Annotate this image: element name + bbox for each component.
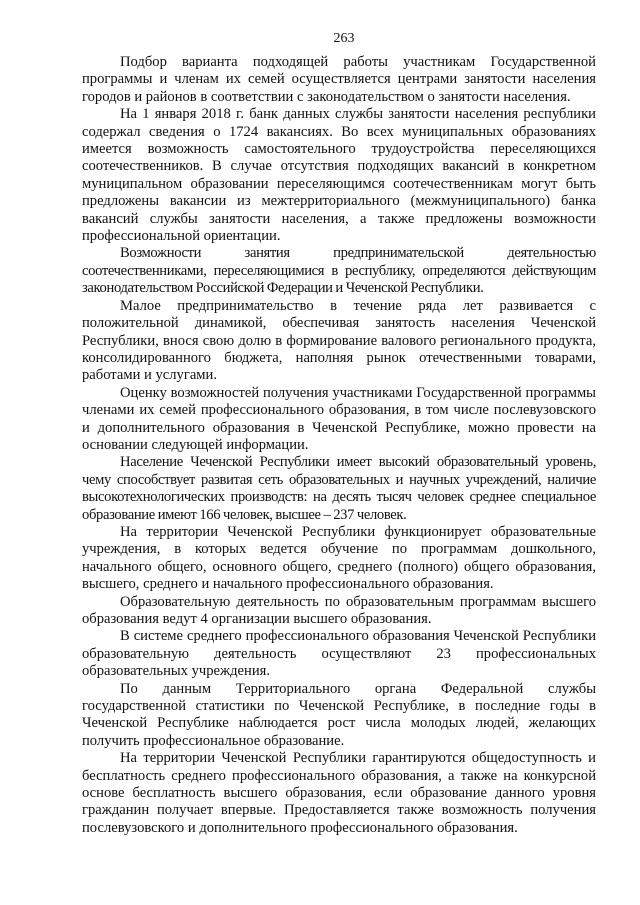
paragraph-free-education: На территории Чеченской Республики гарантируются общедоступность и бесплатность среднего профессионального образования, а также на конкурсной основе бесплатность высшего образования, если образование данного уровня гражданин получает впервые. Предоставляется также возможность получения послевузовского и дополнительного профессионального образования.	[82, 750, 596, 836]
paragraph-vacancy-bank: На 1 января 2018 г. банк данных службы занятости населения республики содержал сведения о 1724 вакансиях. Во всех муниципальных образованиях имеется возможность самостоятельного трудоустройства переселяющихся соотечественников. В случае отсутствия подходящих вакансий в конкретном муниципальном образовании переселяющимся соотечественникам могут быть предложены вакансии из межтерриториального (межмуниципального) банка вакансий службы занятости населения, а также предложены возможности профессиональной ориентации.	[82, 106, 596, 245]
paragraph-educational-institutions: На территории Чеченской Республики функционирует образовательные учреждения, в которых ведется обучение по программам дошкольного, начального общего, основного общего, среднего (полного) общего образования, высшего, среднего и начального профессионального образования.	[82, 523, 596, 593]
paragraph-education-level: Население Чеченской Республики имеет высокий образовательный уровень, чему способствует развитая сеть образовательных и научных учреждений, наличие высокотехнологических производств: на десять тысяч человек среднее специальное образование имеют 166 человек, высшее – 237 человек.	[82, 454, 596, 523]
document-page	[82, 30, 596, 837]
paragraph-statistics: По данным Территориального органа Федеральной службы государственной статистики по Чеченской Республике, в последние годы в Чеченской Республике наблюдается рост числа молодых людей, желающих получить профессиональное образование.	[82, 680, 596, 749]
paragraph-higher-education: Образовательную деятельность по образовательным программам высшего образования ведут 4 организации высшего образования.	[82, 593, 596, 627]
paragraph-small-business: Малое предпринимательство в течение ряда лет развивается с положительной динамикой, обеспечивая занятость населения Чеченской Республики, внося свою долю в формирование валового регионального продукта, консолидированного бюджета, наполняя рынок отечественными товарами, работами и услугами.	[82, 297, 596, 384]
paragraph-entrepreneurship: Возможности занятия предпринимательской деятельностью соотечественниками, переселяющимися в республику, определяются действующим законодательством Российской Федерации и Чеченской Республики.	[82, 245, 596, 297]
page-number: 263	[333, 31, 355, 46]
paragraph-job-selection: Подбор варианта подходящей работы участникам Государственной программы и членам их семей осуществляется центрами занятости населения городов и районов в соответствии с законодательством о занятости населения.	[82, 54, 596, 105]
paragraph-secondary-vocational: В системе среднего профессионального образования Чеченской Республики образовательную деятельность осуществляют 23 профессиональных образовательных учреждения.	[82, 628, 596, 680]
paragraph-education-assessment: Оценку возможностей получения участниками Государственной программы членами их семей профессионального образования, в том числе послевузовского и дополнительного образования в Чеченской Республике, можно провести на основании следующей информации.	[82, 384, 596, 453]
